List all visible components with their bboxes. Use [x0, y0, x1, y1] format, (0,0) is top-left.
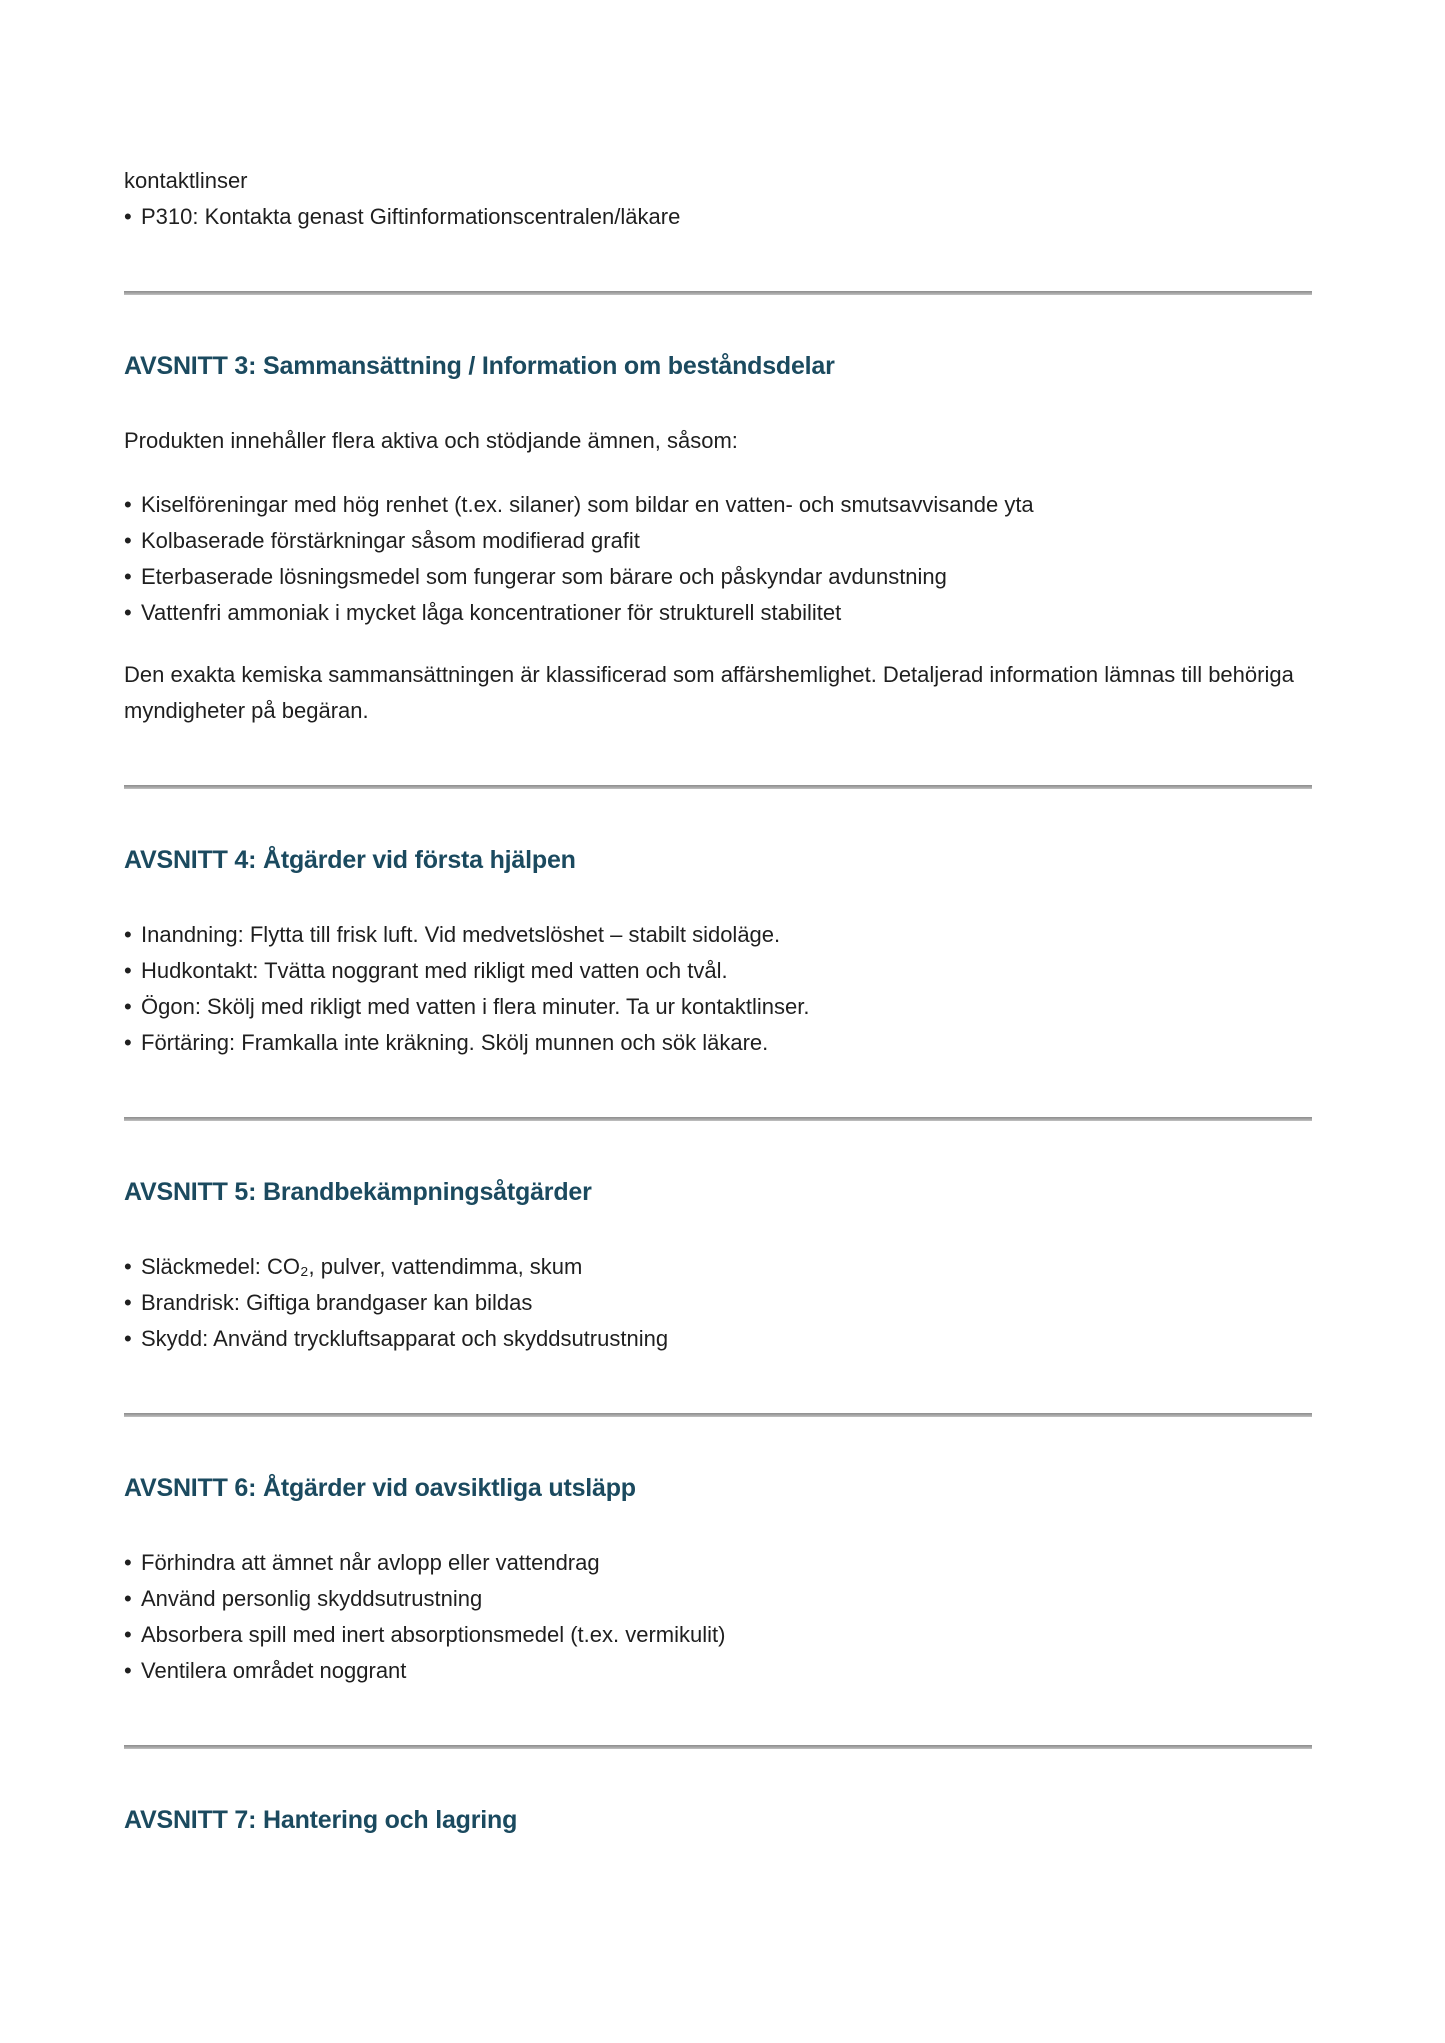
- list-item: [124, 1025, 1312, 1061]
- section-3-outro: Den exakta kemiska sammansättningen är klassificerad som affärshemlighet. Detaljerad information lämnas till behöriga myndigheter på begäran.: [124, 662, 1294, 723]
- bullet-text: Släckmedel: CO₂, pulver, vattendimma, skum: [141, 1254, 583, 1279]
- bullet-text: Ventilera området noggrant: [141, 1658, 407, 1683]
- list-item: [124, 1617, 1312, 1653]
- bullet-text: Kolbaserade förstärkningar såsom modifierad grafit: [141, 528, 640, 553]
- bullet-marker: •: [124, 922, 132, 947]
- list-item: [124, 199, 1312, 235]
- bullet-marker: •: [124, 1658, 132, 1683]
- list-item: [124, 1653, 1312, 1689]
- bullet-marker: •: [124, 958, 132, 983]
- section-heading-avsnitt-3: AVSNITT 3: Sammansättning / Information om beståndsdelar: [124, 352, 835, 380]
- bullet-text: Absorbera spill med inert absorptionsmedel (t.ex. vermikulit): [141, 1622, 726, 1647]
- intro-continuation-block: [124, 163, 1312, 235]
- bullet-marker: •: [124, 1550, 132, 1575]
- section-divider: [124, 785, 1312, 789]
- bullet-text: P310: Kontakta genast Giftinformationscentralen/läkare: [141, 204, 681, 229]
- section-5-bullet-list: [124, 1249, 1312, 1357]
- bullet-marker: •: [124, 1622, 132, 1647]
- list-item: [124, 953, 1312, 989]
- bullet-text: Eterbaserade lösningsmedel som fungerar som bärare och påskyndar avdunstning: [141, 564, 947, 589]
- list-item: [124, 1285, 1312, 1321]
- list-item: [124, 595, 1312, 631]
- section-3-bullet-list: [124, 487, 1312, 631]
- bullet-text: Ögon: Skölj med rikligt med vatten i flera minuter. Ta ur kontaktlinser.: [141, 994, 810, 1019]
- section-4-bullet-list: [124, 917, 1312, 1061]
- bullet-text: Kiselföreningar med hög renhet (t.ex. silaner) som bildar en vatten- och smutsavvisande yta: [141, 492, 1034, 517]
- section-divider: [124, 1745, 1312, 1749]
- section-divider: [124, 1413, 1312, 1417]
- bullet-marker: •: [124, 492, 132, 517]
- section-divider: [124, 1117, 1312, 1121]
- section-heading-avsnitt-7: AVSNITT 7: Hantering och lagring: [124, 1806, 518, 1834]
- list-item: [124, 1321, 1312, 1357]
- bullet-text: Förtäring: Framkalla inte kräkning. Skölj munnen och sök läkare.: [141, 1030, 769, 1055]
- bullet-marker: •: [124, 1290, 132, 1315]
- continuation-line: kontaktlinser: [124, 168, 248, 193]
- bullet-marker: •: [124, 1326, 132, 1351]
- list-item: [124, 523, 1312, 559]
- section-6-bullet-list: [124, 1545, 1312, 1689]
- bullet-text: Skydd: Använd tryckluftsapparat och skyddsutrustning: [141, 1326, 669, 1351]
- bullet-marker: •: [124, 528, 132, 553]
- list-item: [124, 487, 1312, 523]
- section-heading-avsnitt-4: AVSNITT 4: Åtgärder vid första hjälpen: [124, 846, 576, 874]
- section-heading-avsnitt-6: AVSNITT 6: Åtgärder vid oavsiktliga utsläpp: [124, 1474, 636, 1502]
- list-item: [124, 559, 1312, 595]
- list-item: [124, 1249, 1312, 1285]
- bullet-marker: •: [124, 1030, 132, 1055]
- bullet-marker: •: [124, 564, 132, 589]
- bullet-text: Hudkontakt: Tvätta noggrant med rikligt med vatten och tvål.: [141, 958, 728, 983]
- list-item: [124, 1545, 1312, 1581]
- section-3-lead: Produkten innehåller flera aktiva och stödjande ämnen, såsom:: [124, 428, 738, 453]
- bullet-text: Brandrisk: Giftiga brandgaser kan bildas: [141, 1290, 533, 1315]
- bullet-marker: •: [124, 204, 132, 229]
- bullet-marker: •: [124, 1254, 132, 1279]
- bullet-text: Vattenfri ammoniak i mycket låga koncentrationer för strukturell stabilitet: [141, 600, 842, 625]
- list-item: [124, 989, 1312, 1025]
- section-divider: [124, 291, 1312, 295]
- intro-bullet-list: [124, 199, 1312, 235]
- list-item: [124, 917, 1312, 953]
- bullet-text: Förhindra att ämnet når avlopp eller vattendrag: [141, 1550, 600, 1575]
- bullet-marker: •: [124, 1586, 132, 1611]
- bullet-text: Inandning: Flytta till frisk luft. Vid medvetslöshet – stabilt sidoläge.: [141, 922, 781, 947]
- section-heading-avsnitt-5: AVSNITT 5: Brandbekämpningsåtgärder: [124, 1178, 592, 1206]
- bullet-marker: •: [124, 994, 132, 1019]
- bullet-marker: •: [124, 600, 132, 625]
- list-item: [124, 1581, 1312, 1617]
- bullet-text: Använd personlig skyddsutrustning: [141, 1586, 483, 1611]
